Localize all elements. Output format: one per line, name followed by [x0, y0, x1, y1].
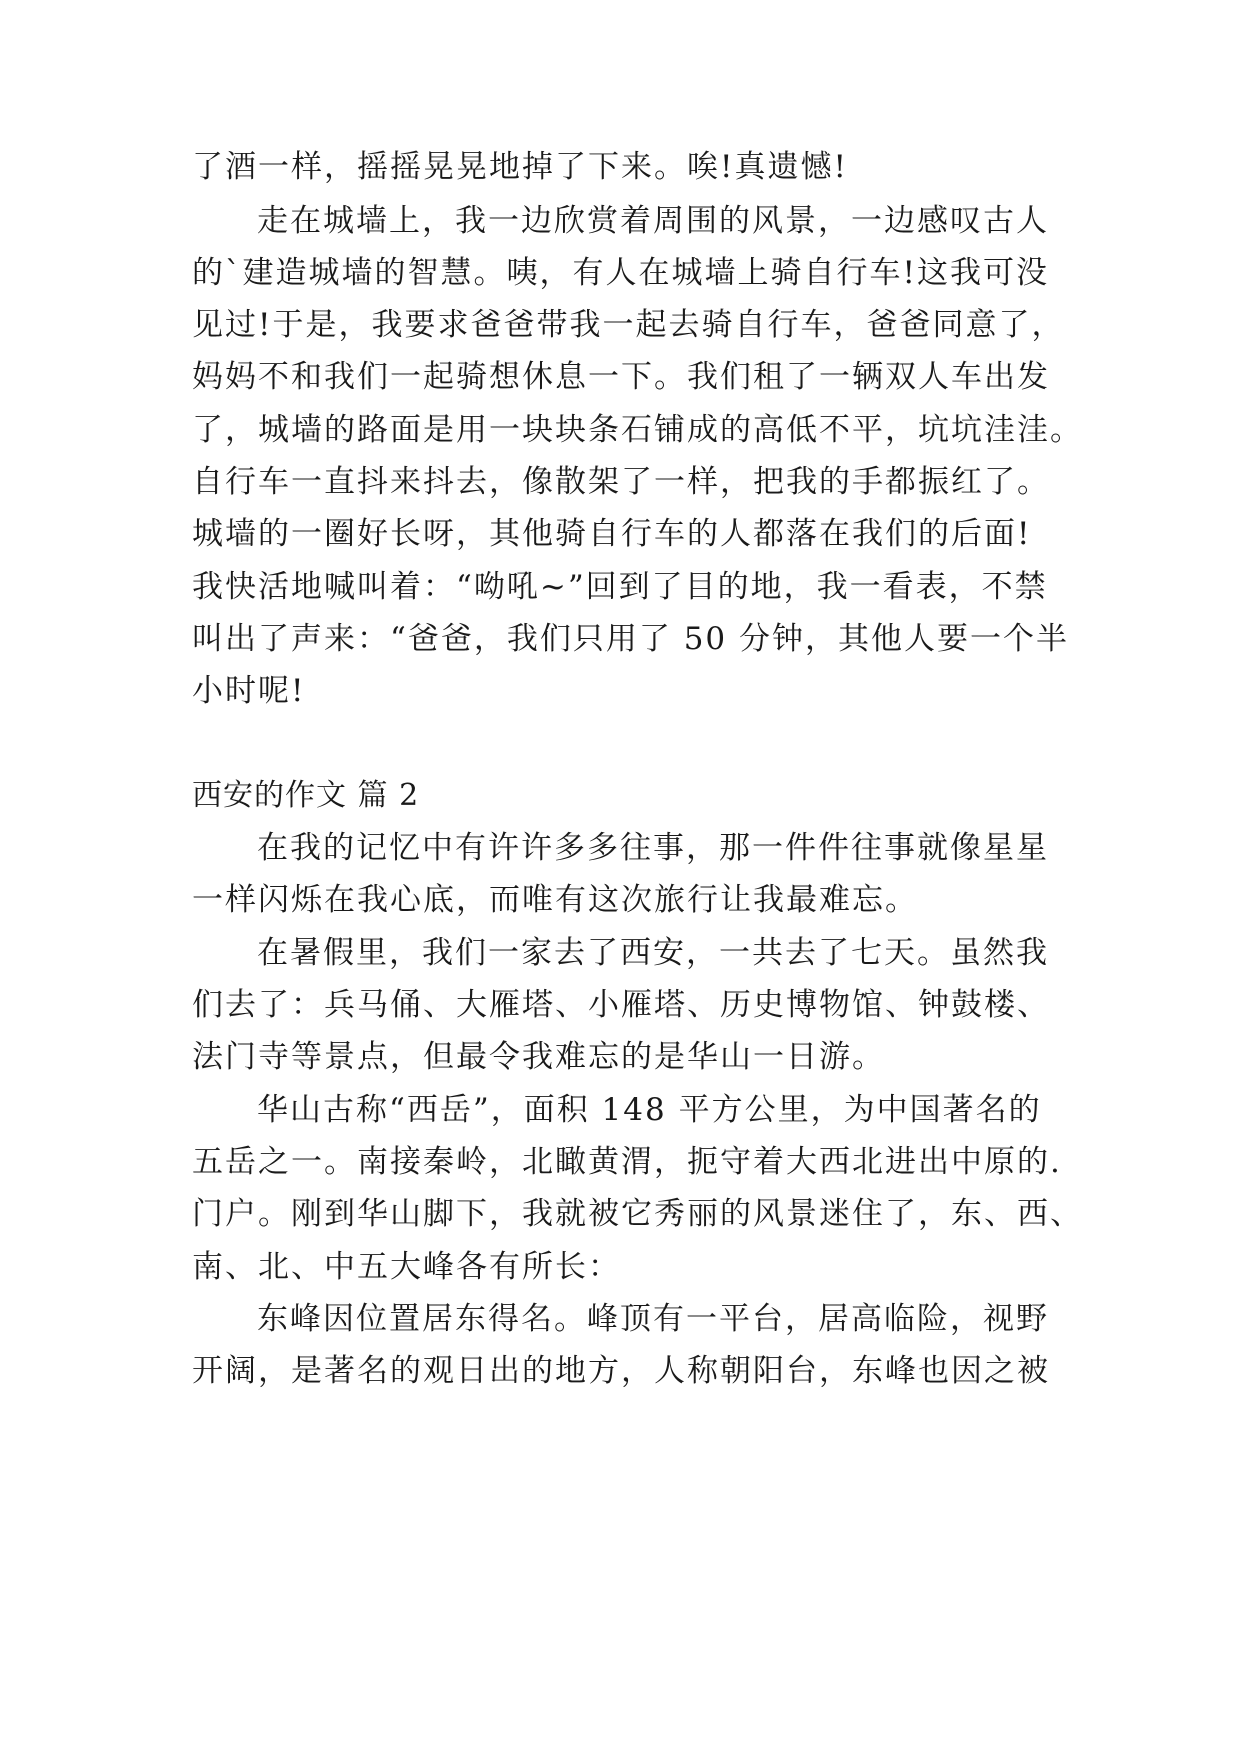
text-line: 妈妈不和我们一起骑想休息一下。我们租了一辆双人车出发: [192, 359, 1050, 395]
text-line: 门户。刚到华山脚下，我就被它秀丽的风景迷住了，东、西、: [192, 1196, 1083, 1232]
text-line: 了酒一样，摇摇晃晃地掉了下来。唉!真遗憾!: [192, 149, 848, 185]
text-line: 走在城墙上，我一边欣赏着周围的风景，一边感叹古人: [257, 203, 1049, 239]
text-line: 的`建造城墙的智慧。咦，有人在城墙上骑自行车!这我可没: [192, 255, 1049, 291]
text-line: 城墙的一圈好长呀，其他骑自行车的人都落在我们的后面!: [192, 516, 1032, 552]
text-line: 法门寺等景点，但最令我难忘的是华山一日游。: [192, 1039, 885, 1075]
text-line: 五岳之一。南接秦岭，北瞰黄渭，扼守着大西北进出中原的.: [192, 1144, 1062, 1180]
text-line: 叫出了声来：“爸爸，我们只用了 50 分钟，其他人要一个半: [192, 621, 1069, 657]
text-line: 见过!于是，我要求爸爸带我一起去骑自行车，爸爸同意了，: [192, 307, 1065, 343]
text-line: 了，城墙的路面是用一块块条石铺成的高低不平，坑坑洼洼。: [192, 412, 1083, 448]
text-line: 我快活地喊叫着：“呦吼~”回到了目的地，我一看表，不禁: [192, 569, 1048, 605]
text-line: 东峰因位置居东得名。峰顶有一平台，居高临险，视野: [257, 1301, 1049, 1337]
text-line: 开阔，是著名的观日出的地方，人称朝阳台，东峰也因之被: [192, 1353, 1050, 1389]
text-line: 在暑假里，我们一家去了西安，一共去了七天。虽然我: [257, 935, 1049, 971]
text-line: 一样闪烁在我心底，而唯有这次旅行让我最难忘。: [192, 882, 918, 918]
text-line: 南、北、中五大峰各有所长：: [192, 1249, 621, 1285]
text-line: 自行车一直抖来抖去，像散架了一样，把我的手都振红了。: [192, 464, 1050, 500]
text-line: 小时呢!: [192, 673, 306, 709]
text-line: 在我的记忆中有许许多多往事，那一件件往事就像星星: [257, 830, 1049, 866]
text-line: 们去了：兵马俑、大雁塔、小雁塔、历史博物馆、钟鼓楼、: [192, 987, 1050, 1023]
section-heading: 西安的作文 篇 2: [192, 778, 420, 813]
text-line: 华山古称“西岳”，面积 148 平方公里，为中国著名的: [257, 1092, 1042, 1128]
